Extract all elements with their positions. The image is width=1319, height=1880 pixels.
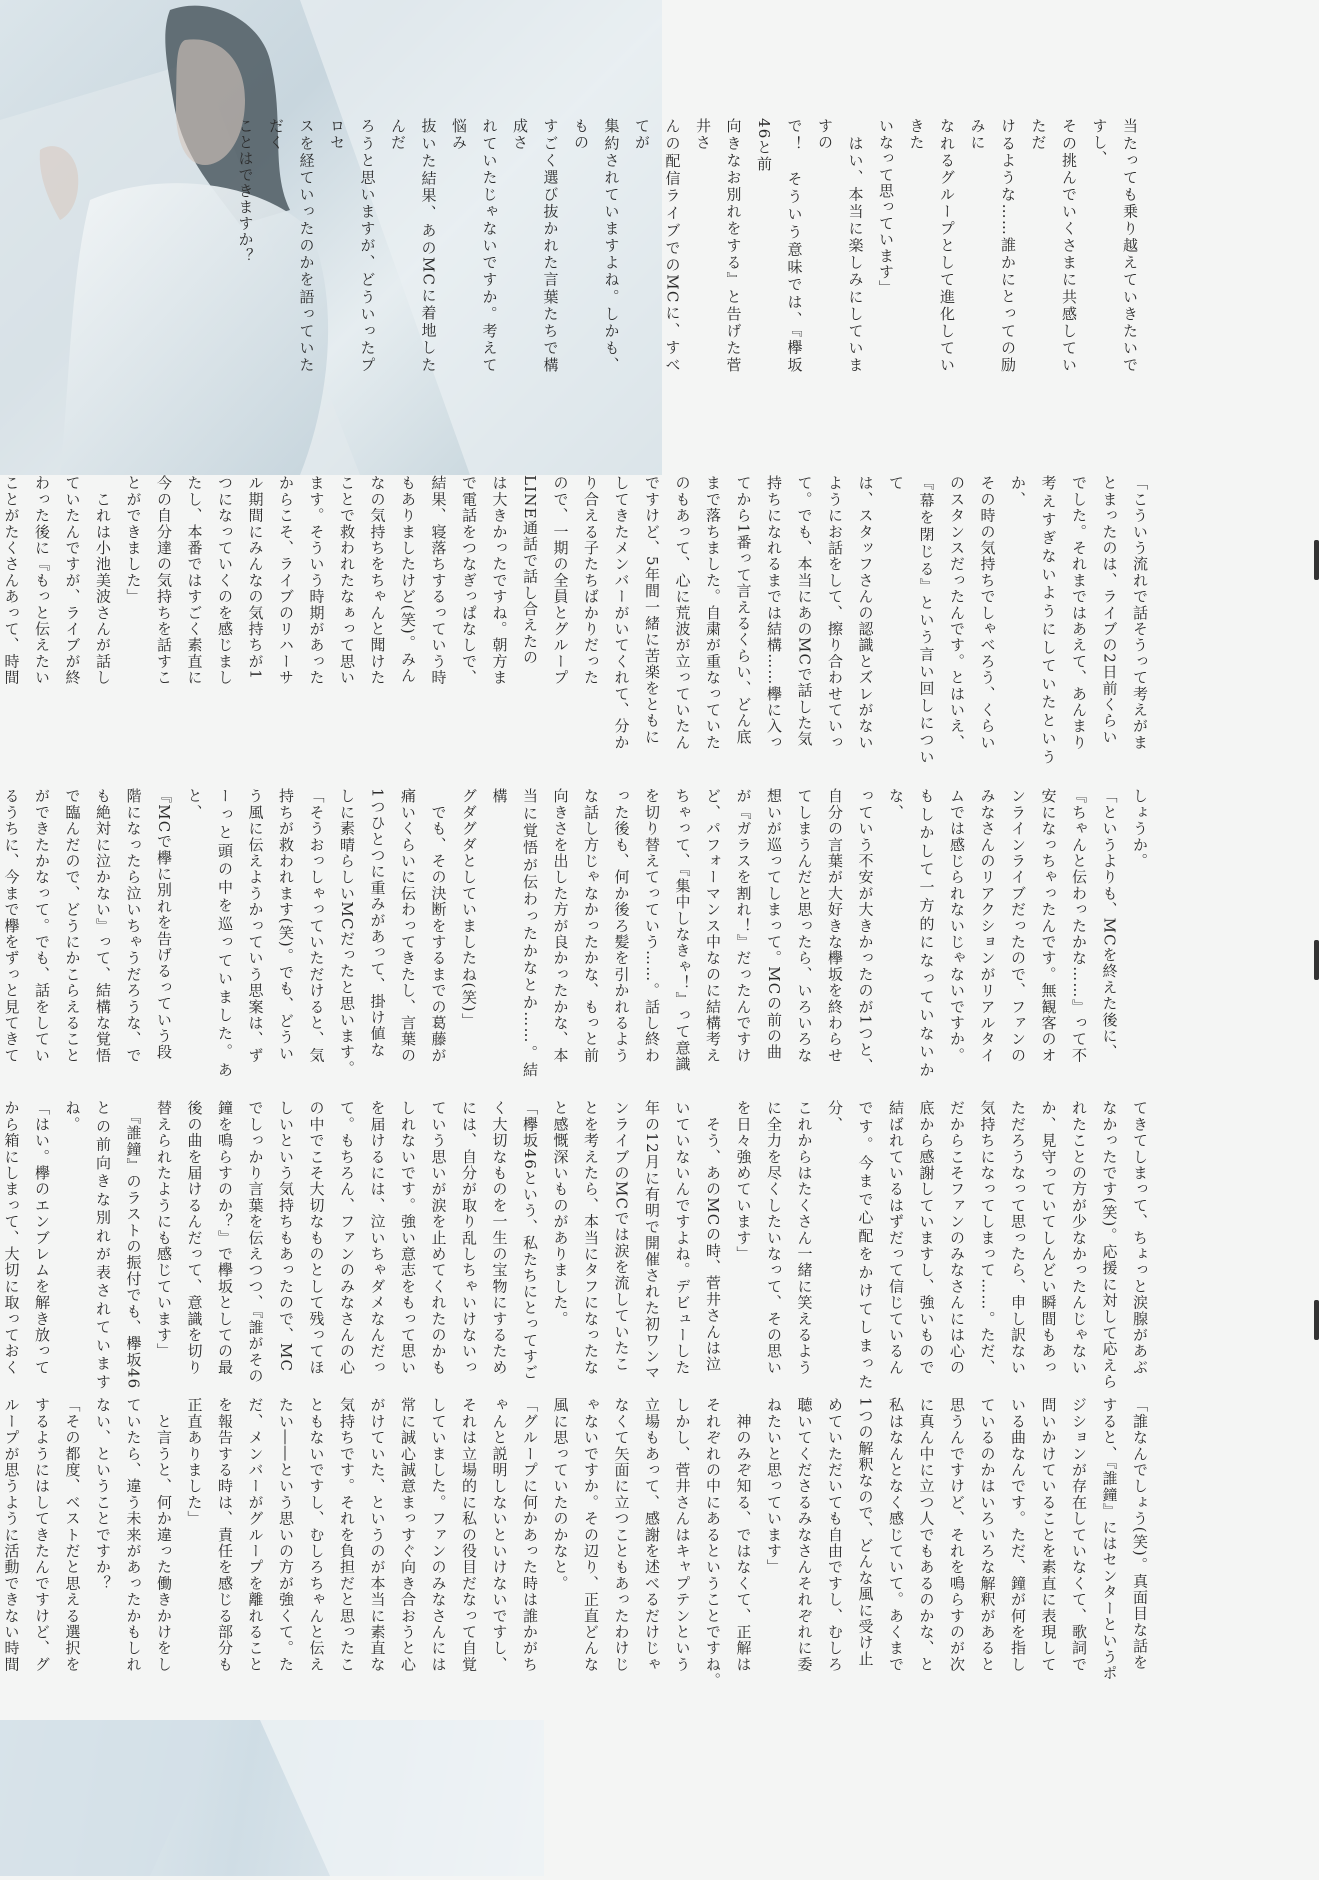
photo-bottom [0,1720,544,1876]
article-column-5: 「誰なんでしょう(笑)。真面目な話を すると、『誰鐘』にはセンターというポ ジションが存在していなくて、歌詞で 問いかけていることを素直に表現して いる曲なんです。ただ、鐘が何を指し ているのかはいろいろな解釈があると 思うんですけど、それを鳴らすのが次 に真ん中に立つ人でもあるのかな、と 私はなんとなく感じていて。あくまで 1つの解釈なので、どんな風に受け止 めていただいても自由ですし、むしろ 聴いてくださるみなさんそれぞれに委 ねたいと思っています」 神のみぞ知る、ではなくて、正解は それぞれの中にあるということですね。 しかし、菅井さんはキャプテンという 立場もあって、感謝を述べるだけじゃ なくて矢面に立つこともあったわけじ ゃないですか。その辺り、正直どんな 風に思っていたのかなと。 「グループに何かあった時は誰かがち ゃんと説明しないといけないですし、 それは立場的に私の役目だなって自覚 していました。ファンのみなさんには 常に誠心誠意まっすぐ向き合おうと心 がけていた、というのが本当に素直な 気持ちです。それを負担だと思ったこ ともないですし、むしろちゃんと伝え たい――という思いの方が強くて。た だ、メンバーがグループを離れること を報告する時は、責任を感じる部分も 正直ありました」 と言うと、何か違った働きかけをし ていたら、違う未来があったかもしれ ない、ということですか？ 「その都度、ベストだと思える選択を するようにはしてきたんですけど、グ ループが思うように活動できない時間 [2,1397,1149,1689]
article-column-2: 「こういう流れで話そうって考えがま とまったのは、ライブの2日前くらい でした。それまではあえて、あんまり 考えすぎないようにしていたというか、 その時の気持ちでしゃべろう、くらい のスタンスだったんです。とはいえ、 『幕を閉じる』という言い回しについて は、スタッフさんの認識とズレがない ようにお話をして、擦り合わせていっ て。でも、本当にあのMCで話した気 持ちになれるまでは結構……欅に入っ てから1番って言えるくらい、どん底 まで落ちました。自粛が重なっていた のもあって、心に荒波が立っていたん ですけど、5年間一緒に苦楽をともに してきたメンバーがいてくれて、分か り合える子たちばかりだった ので、一期の全員とグループ LINE通話で話し合えたの は大きかったですね。朝方ま で電話をつなぎっぱなしで、 結果、寝落ちするっていう時 もありましたけど(笑)。みん なの気持ちをちゃんと聞けた ことで救われたなぁって思い ます。そういう時期があった からこそ、ライブのリハーサ ル期間にみんなの気持ちが1 つになっていくのを感じまし たし、本番ではすごく素直に 今の自分達の気持ちを話すこ とができました」 これは小池美波さんが話し ていたんですが、ライブが終 わった後に『もっと伝えたい ことがたくさんあって、時間 [2,475,1149,765]
edge-mark [1314,540,1319,580]
article-column-4: てきてしまって、ちょっと涙腺があぶ なかったです(笑)。応援に対して応えら れたことの方が少なかったんじゃない か、見守っていてしんどい瞬間もあっ ただろうなって思ったら、申し訳ない 気持ちになってしまって……。ただ、 だからこそファンのみなさんには心の 底から感謝していますし、強いもので 結ばれているはずだって信じているん です。今まで心配をかけてしまった分、 これからはたくさん一緒に笑えるよう に全力を尽くしたいなって、その思い を日々強めています」 そう、あのMCの時、菅井さんは泣 いていないんですよね。デビューした 年の12月に有明で開催された初ワンマ ンライブのMCでは涙を流していたこ とを考えたら、本当にタフになったな と感慨深いものがありました。 「欅坂46という、私たちにとってすご く大切なものを一生の宝物にするため には、自分が取り乱しちゃいけないっ ていう思いが涙を止めてくれたのかも しれないです。強い意志をもって思い を届けるには、泣いちゃダメなんだっ て。もちろん、ファンのみなさんの心 の中でこそ大切なものとして残ってほ しいという気持ちもあったので、MC でしっかり言葉を伝えつつ、『誰がその 鐘を鳴らすのか？』で欅坂としての最 後の曲を届けるんだって、意識を切り 替えられたようにも感じています」 『誰鐘』のラストの振付でも、欅坂46 との前向きな別れが表されていますね。 「はい。欅のエンブレムを解き放って から箱にしまって、大切に取っておく [2,1100,1149,1390]
edge-mark [1314,940,1319,980]
article-column-3: しょうか。 「というよりも、MCを終えた後に、 『ちゃんと伝わったかな……』って不 安になっちゃったんです。無観客のオ ンラインライブだったので、ファンの みなさんのリアクションがリアルタイ ムでは感じられないじゃないですか。 もしかして一方的になっていないかな、 っていう不安が大きかったのが1つと、 自分の言葉が大好きな欅坂を終わらせ てしまうんだと思ったら、いろいろな 想いが巡ってしまって。MCの前の曲 が『ガラスを割れ！』だったんですけ ど、パフォーマンス中なのに結構考え ちゃって、『集中しなきゃ！』って意識 を切り替えてっていう……。話し終わ った後も、何か後ろ髪を引かれるよう な話し方じゃなかったかな、もっと前 向きさを出した方が良かったかな、本 当に覚悟が伝わったかなとか……。結構 グダグダとしていましたね(笑)」 でも、その決断をするまでの葛藤が 痛いくらいに伝わってきたし、言葉の 1つひとつに重みがあって、掛け値な しに素晴らしいMCだったと思います。 「そうおっしゃっていただけると、気 持ちが救われます(笑)。でも、どうい う風に伝えようかっていう思案は、ず ーっと頭の中を巡っていました。あと、 『MCで欅に別れを告げるっていう段 階になったら泣いちゃうだろうな、で も絶対に泣かない』って、結構な覚悟 で臨んだので、どうにかこらえること ができたかなって。でも、話をしてい るうちに、今まで欅をずっと見てきて [2,788,1149,1078]
photo-bottom-illustration [0,1720,544,1876]
edge-mark [1314,1300,1319,1340]
article-column-1: 当たっても乗り越えていきたいですし、 その挑んでいくさまに共感していただ けるような……誰かにとっての励みに なれるグループとして進化していきた いなって思っています」 はい、本当に楽しみにしていますの で！ そういう意味では、『欅坂46と前 向きなお別れをする』と告げた菅井さ んの配信ライブでのMCに、すべてが 集約されていますよね。しかも、もの すごく選び抜かれた言葉たちで構成さ れていたじゃないですか。考えて悩み 抜いた結果、あのMCに着地したんだ ろうと思いますが、どういったプロセ スを経ていったのかを語っていただく ことはできますか？ [236,118,1139,373]
